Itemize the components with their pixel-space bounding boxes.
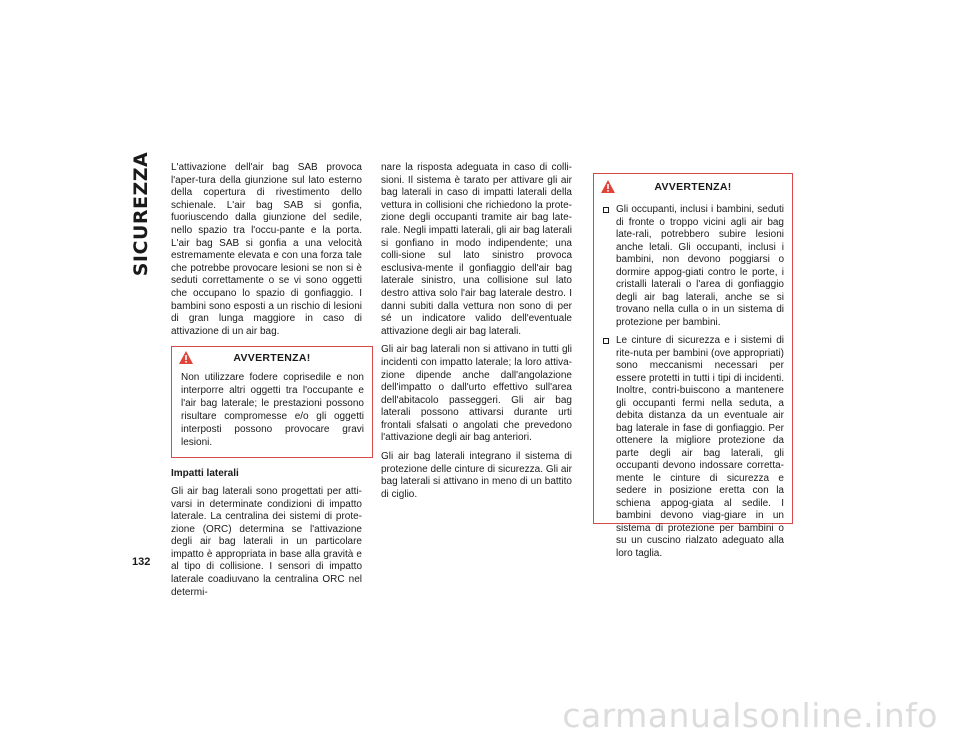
intro-paragraph: L'attivazione dell'air bag SAB provoca l'aper-tura della giunzione sul lato esterno della copertura di rivestimento dello schienale. L'air bag SAB si gonfia, fuoriuscendo dalla giunzione del sedile, nello spazio tra l'occu-pante e la porta. L'air bag SAB si gonfia a una velocità estremamente elevata e con una forza tale che potrebbe provocare lesioni se non si è seduti correttamente o se vi sono oggetti che occupano lo spazio di gonfiaggio. I bambini sono esposti a un rischio di lesioni di gran lunga maggiore in caso di attivazione di un air bag. bbox=[171, 162, 362, 337]
warning-item-text: Gli occupanti, inclusi i bambini, seduti di fronte o troppo vicini agli air bag late-rali, potrebbero subire lesioni anche letali. Gli occupanti, inclusi i bambini, non devono poggiarsi o dormire appog-giati contro le porte, i cristalli laterali o l'area di gonfiaggio degli air bag laterali, anche se si trovano nella culla o in un sistema di protezione per bambini. bbox=[616, 204, 784, 328]
section-tab bbox=[126, 151, 156, 277]
warning-box-left bbox=[171, 346, 373, 458]
warning-header bbox=[172, 347, 372, 369]
warning-item-text: Le cinture di sicurezza e i sistemi di rite-nuta per bambini (ove appropriati) sono meccanismi necessari per essere protetti in tutti i tipi di incidenti. Inoltre, contri-buiscono a mantenere gli occupanti fermi nella seduta, a debita distanza da un eventuale air bag laterale in fase di gonfiaggio. Per ottenere la migliore protezione da parte degli air bag laterali, gli occupanti devono indossare corretta-mente le cinture di sicurezza e sedere in posizione eretta con la schiena appog-giata al sedile. I bambini devono viag-giare in un sistema di protezione per bambini o su un cuscino rialzato adeguato alla loro taglia. bbox=[616, 335, 784, 559]
warning-box-right bbox=[593, 173, 793, 559]
warning-title: AVVERTENZA! bbox=[233, 352, 311, 365]
middle-paragraph-2: Gli air bag laterali non si attivano in tutti gli incidenti con impatto laterale; la loro attiva-zione dipende anche dall'angolazione dell'impatto o dall'urto effettivo sull'area dell'abitacolo passeggeri. Gli air bag laterali possono attivarsi durante urti frontali sfalsati o angolati che prevedono l'attivazione degli air bag anteriori. bbox=[381, 344, 572, 444]
warning-triangle-icon bbox=[178, 350, 194, 365]
watermark: carmanualsonline.info bbox=[562, 696, 938, 735]
warning-list-item bbox=[603, 204, 784, 329]
square-bullet-icon bbox=[603, 338, 609, 344]
column-left bbox=[171, 162, 362, 605]
warning-list-item bbox=[603, 335, 784, 560]
warning-text: Non utilizzare fodere coprisedile e non interporre altri oggetti tra l'occupante e l'air bag laterale; le prestazioni possono risultare compromesse e/o gli oggetti interposti possono provocare gravi lesioni. bbox=[181, 372, 364, 449]
section-tab-label: SICUREZZA bbox=[130, 151, 152, 277]
warning-title: AVVERTENZA! bbox=[654, 181, 732, 193]
warning-triangle-icon bbox=[600, 179, 616, 194]
square-bullet-icon bbox=[603, 207, 609, 213]
warning-header bbox=[594, 174, 792, 202]
warning-list bbox=[594, 202, 792, 574]
middle-paragraph-1: nare la risposta adeguata in caso di colli-sioni. Il sistema è tarato per attivare gli air bag laterali in caso di impatti laterali della vettura in collisioni che richiedono la prote-zione degli occupanti tramite air bag late-rale. Negli impatti laterali, gli air bag laterali si gonfiano in modo indipendente; una colli-sione sul lato sinistro provoca esclusiva-mente il gonfiaggio dell'air bag laterale sinistro, una collisione sul lato destro attiva solo l'air bag laterale destro. I danni subiti dalla vettura non sono di per sé un indicatore valido dell'eventuale attivazione degli air bag laterali. bbox=[381, 162, 572, 337]
side-impacts-paragraph: Gli air bag laterali sono progettati per atti-varsi in determinate condizioni di impatto laterale. La centralina dei sistemi di prote-zione (ORC) determina se l'attivazione degli air bag laterali in un particolare impatto è appropriata in base alla gravità e al tipo di collisione. I sensori di impatto laterale coadiuvano la centralina ORC nel determi- bbox=[171, 485, 362, 598]
column-middle bbox=[381, 162, 572, 507]
page-number: 132 bbox=[132, 556, 151, 568]
subheading-side-impacts: Impatti laterali bbox=[171, 468, 239, 480]
middle-paragraph-3: Gli air bag laterali integrano il sistema di protezione delle cinture di sicurezza. Gli air bag laterali si attivano in meno di un battito di ciglio. bbox=[381, 451, 572, 500]
